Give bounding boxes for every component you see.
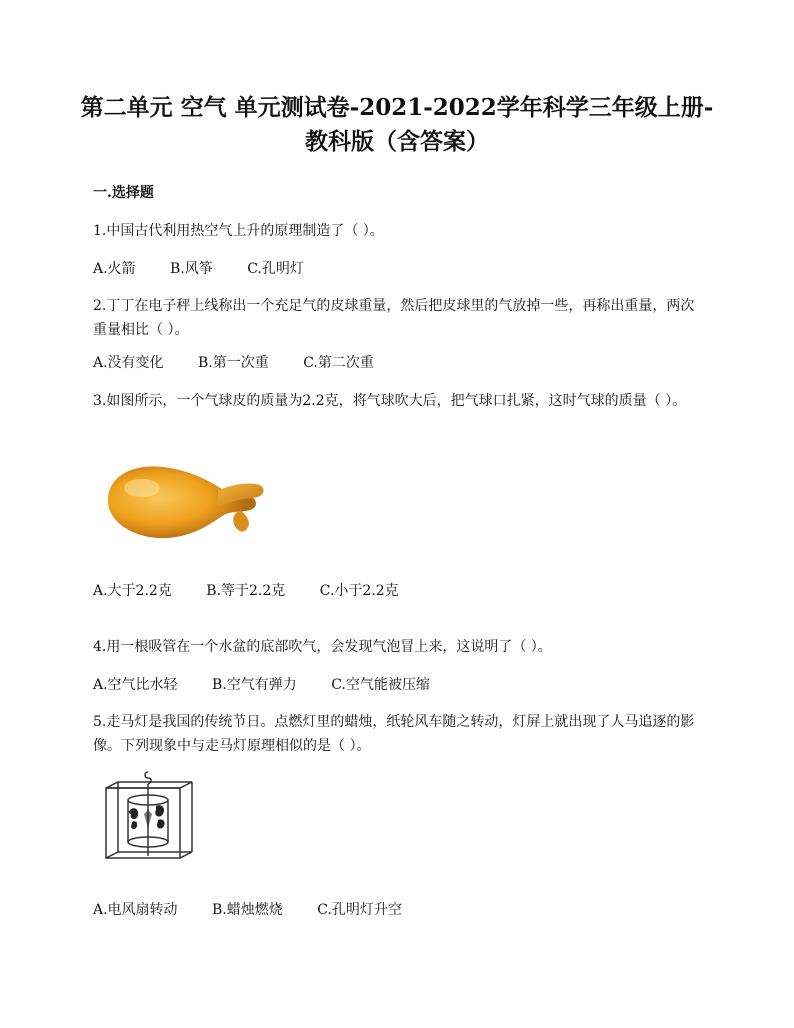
question-5-text: 5.走马灯是我国的传统节日。点燃灯里的蜡烛，纸轮风车随之转动，灯屏上就出现了人马追逐的影像。下列现象中与走马灯原理相似的是（ ）。 xyxy=(93,714,695,754)
question-5-option-a[interactable]: A.电风扇转动 xyxy=(93,902,178,918)
question-4-text: 4.用一根吸管在一个水盆的底部吹气，会发现气泡冒上来，这说明了（ ）。 xyxy=(93,639,552,655)
document-title-line-2: 教科版（含答案） xyxy=(305,128,489,155)
section-heading: 一.选择题 xyxy=(93,185,154,201)
question-2-text: 2.丁丁在电子秤上线称出一个充足气的皮球重量，然后把皮球里的气放掉一些，再称出重量，两次重量相比（ ）。 xyxy=(93,298,695,338)
question-2-options xyxy=(93,353,404,373)
question-4-option-c[interactable]: C.空气能被压缩 xyxy=(331,677,430,693)
question-3-text: 3.如图所示，一个气球皮的质量为2.2克，将气球吹大后，把气球口扎紧，这时气球的质量（ ）。 xyxy=(93,393,687,409)
question-3-option-b[interactable]: B.等于2.2克 xyxy=(206,583,286,599)
question-1-options xyxy=(93,259,334,279)
balloon-figure xyxy=(100,458,270,558)
question-5-option-c[interactable]: C.孔明灯升空 xyxy=(317,902,402,918)
lantern-figure xyxy=(100,770,200,870)
question-1-option-c[interactable]: C.孔明灯 xyxy=(247,261,304,277)
question-2-option-a[interactable]: A.没有变化 xyxy=(93,355,164,371)
question-4-options xyxy=(93,675,460,695)
question-1-option-a[interactable]: A.火箭 xyxy=(93,261,136,277)
question-2-option-b[interactable]: B.第一次重 xyxy=(198,355,269,371)
question-3-option-a[interactable]: A.大于2.2克 xyxy=(93,583,172,599)
question-2-option-c[interactable]: C.第二次重 xyxy=(303,355,374,371)
question-5-option-b[interactable]: B.蜡烛燃烧 xyxy=(212,902,283,918)
question-4-option-b[interactable]: B.空气有弹力 xyxy=(212,677,297,693)
document-title-line-1: 第二单元 空气 单元测试卷-2021-2022学年科学三年级上册- xyxy=(80,94,714,121)
balloon-icon xyxy=(100,458,270,558)
question-3-option-c[interactable]: C.小于2.2克 xyxy=(319,583,399,599)
question-1-option-b[interactable]: B.风筝 xyxy=(170,261,213,277)
question-3-options xyxy=(93,581,429,601)
lantern-icon xyxy=(100,770,200,870)
question-4-option-a[interactable]: A.空气比水轻 xyxy=(93,677,178,693)
question-1-text: 1.中国古代利用热空气上升的原理制造了（ ）。 xyxy=(93,223,384,239)
question-5-options xyxy=(93,900,432,920)
